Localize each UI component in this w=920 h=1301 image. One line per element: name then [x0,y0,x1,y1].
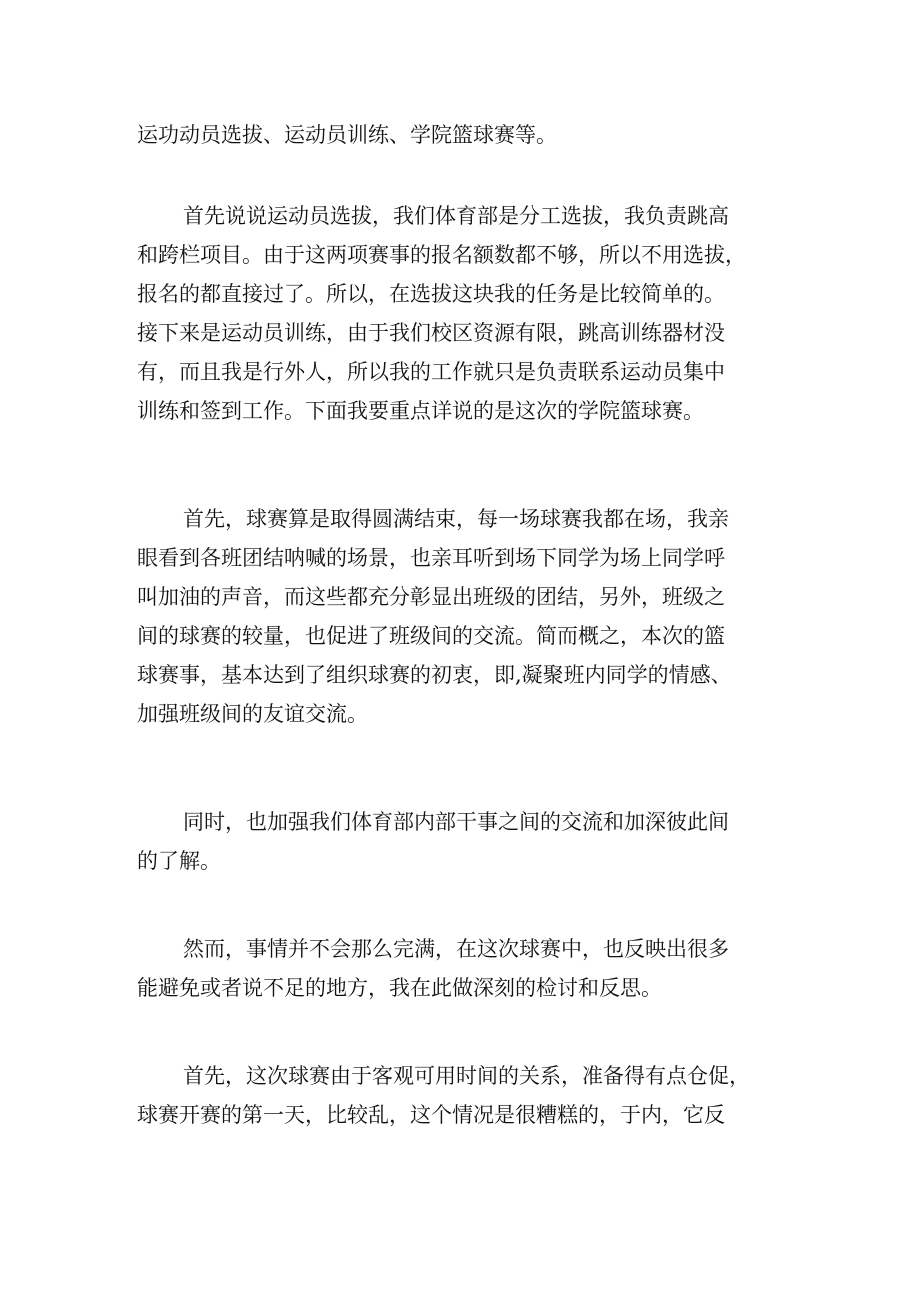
text-line: 的了解。 [137,849,221,873]
text-line: 和跨栏项目。由于这两项赛事的报名额数都不够，所以不用选拔， [137,243,746,267]
paragraph-basketball-results [137,500,787,734]
text-line: 首先，球赛算是取得圆满结束，每一场球赛我都在场，我亲 [183,507,729,531]
text-line: 首先说说运动员选拔，我们体育部是分工选拔，我负责跳高 [183,204,729,228]
text-line: 然而，事情并不会那么完满，在这次球赛中，也反映出很多 [183,937,729,961]
text-line: 报名的都直接过了。所以，在选拔这块我的任务是比较简单的。 [137,282,725,306]
text-line: 能避免或者说不足的地方，我在此做深刻的检讨和反思。 [137,976,662,1000]
text-line: 运功动员选拔、运动员训练、学院篮球赛等。 [137,123,557,147]
paragraph-intro-continued [137,116,787,155]
text-line: 球赛事，基本达到了组织球赛的初衷，即,凝聚班内同学的情感、 [137,663,732,687]
paragraph-athlete-selection [137,197,787,431]
text-line: 有，而且我是行外人，所以我的工作就只是负责联系运动员集中 [137,360,725,384]
paragraph-internal-communication [137,803,787,881]
text-line: 加强班级间的友谊交流。 [137,702,368,726]
paragraph-reflection [137,1057,787,1135]
text-line: 间的球赛的较量，也促进了班级间的交流。简而概之，本次的篮 [137,624,725,648]
text-line: 同时，也加强我们体育部内部干事之间的交流和加深彼此间 [183,810,729,834]
text-line: 眼看到各班团结呐喊的场景，也亲耳听到场下同学为场上同学呼 [137,546,725,570]
paragraph-shortcomings [137,930,787,1008]
text-line: 叫加油的声音，而这些都充分彰显出班级的团结，另外，班级之 [137,585,725,609]
text-line: 训练和签到工作。下面我要重点详说的是这次的学院篮球赛。 [137,399,704,423]
text-line: 接下来是运动员训练，由于我们校区资源有限，跳高训练器材没 [137,321,725,345]
text-line: 球赛开赛的第一天，比较乱，这个情况是很糟糕的，于内，它反 [137,1103,725,1127]
text-line: 首先，这次球赛由于客观可用时间的关系，准备得有点仓促， [183,1064,750,1088]
